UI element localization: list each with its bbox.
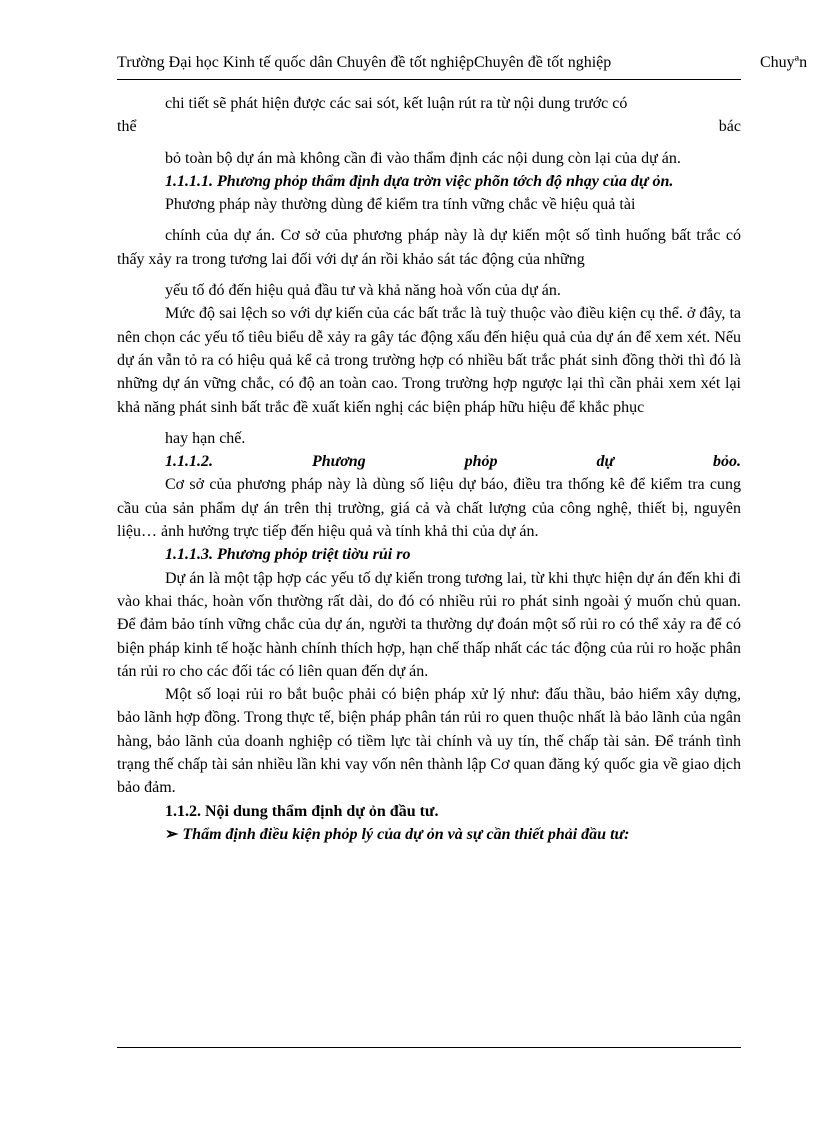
paragraph-3: Phương pháp này thường dùng để kiểm tra tính vững chắc về hiệu quả tài bbox=[165, 196, 636, 214]
heading-1-1-1-2: 1.1.1.2. Phương phỏp dự bỏo. bbox=[165, 453, 741, 471]
header-divider bbox=[117, 79, 741, 80]
paragraph-4: chính của dự án. Cơ sở của phương pháp này là dự kiến một số tình huống bất trắc có thấy xảy ra trong tương lai đối với dự án rồi khảo sát tác động của những bbox=[117, 227, 741, 268]
header-title: Trường Đại học Kinh tế quốc dân Chuyên đề tốt nghiệpChuyên đề tốt nghiệp bbox=[117, 54, 612, 71]
paragraph-7: hay hạn chế. bbox=[165, 429, 246, 447]
word-the: thể bbox=[117, 118, 137, 136]
paragraph-9: Dự án là một tập hợp các yếu tố dự kiến trong tương lai, từ khi thực hiện dự án đến khi đi vào khai thác, hoàn vốn thường rất dài, do đó có nhiều rủi ro phát sinh ngoài ý muốn chủ quan. Để đảm bảo tính vững chắc của dự án, người ta thường dự đoán một số rủi ro có thể xảy ra để có biện pháp kinh tế hoặc hành chính thích hợp, hạn chế thấp nhất các tác động của rủi ro hoặc phân tán rủi ro cho các đối tác có liên quan đến dự án. bbox=[117, 569, 741, 680]
heading-legal-conditions bbox=[117, 823, 741, 846]
heading-1-1-2: 1.1.2. Nội dung thẩm định dự ỏn đầu tư. bbox=[165, 802, 439, 820]
paragraph-5: yếu tố đó đến hiệu quả đầu tư và khả năng hoà vốn của dự án. bbox=[165, 282, 561, 300]
paragraph-1-line-2 bbox=[117, 115, 741, 138]
heading-1-1-1-3: 1.1.1.3. Phương phỏp triệt tiờu rủi ro bbox=[165, 546, 411, 564]
arrow-bullet-icon: ➢ bbox=[165, 825, 179, 843]
footer-divider bbox=[117, 1047, 741, 1048]
header-truncated-title: Chuyªn bbox=[760, 54, 808, 71]
paragraph-1-line-1: chi tiết sẽ phát hiện được các sai sót, kết luận rút ra từ nội dung trước có bbox=[165, 95, 628, 112]
word-bac: bác bbox=[718, 118, 741, 136]
paragraph-6: Mức độ sai lệch so với dự kiến của các bất trắc là tuỳ thuộc vào điều kiện cụ thể. ở đây, ta nên chọn các yếu tố tiêu biểu dễ xảy ra gây tác động xấu đến hiệu quả của dự án để xem xét. Nếu dự án vẫn tỏ ra có hiệu quả kể cả trong trường hợp có nhiều bất trắc phát sinh đồng thời thì đó là những dự án vững chắc, có độ an toàn cao. Trong trường hợp ngược lại thì cần phải xem xét lại khả năng phát sinh bất trắc đề xuất kiến nghị các biện pháp hữu hiệu để khắc phục bbox=[117, 305, 741, 416]
paragraph-2: bỏ toàn bộ dự án mà không cần đi vào thẩm định các nội dung còn lại của dự án. bbox=[165, 149, 681, 167]
paragraph-10: Một số loại rủi ro bắt buộc phải có biện pháp xử lý như: đấu thầu, bảo hiểm xây dựng, bảo lãnh hợp đồng. Trong thực tế, biện pháp phân tán rủi ro quen thuộc nhất là bảo lãnh của ngân hàng, bảo lãnh của doanh nghiệp có tiềm lực tài chính và uy tín, thế chấp tài sản. Để tránh tình trạng thế chấp tài sản nhiều lần khi vay vốn nên thành lập Cơ quan đăng ký quốc gia về giao dịch bảo đảm. bbox=[117, 686, 741, 797]
heading-legal-conditions-text: Thẩm định điều kiện phỏp lý của dự ỏn và sự cần thiết phải đầu tư: bbox=[182, 825, 630, 843]
page-header bbox=[117, 54, 816, 78]
paragraph-8: Cơ sở của phương pháp này là dùng số liệu dự báo, điều tra thống kê để kiểm tra cung cầu của sản phẩm dự án trên thị trường, giá cả và chất lượng của công nghệ, thiết bị, nguyên liệu… ảnh hưởng trực tiếp đến hiệu quả và tính khả thi của dự án. bbox=[117, 476, 741, 541]
heading-1-1-1-1: 1.1.1.1. Phương phỏp thẩm định dựa trờn việc phõn tớch độ nhạy của dự ỏn. bbox=[165, 172, 674, 190]
document-body bbox=[117, 92, 741, 846]
